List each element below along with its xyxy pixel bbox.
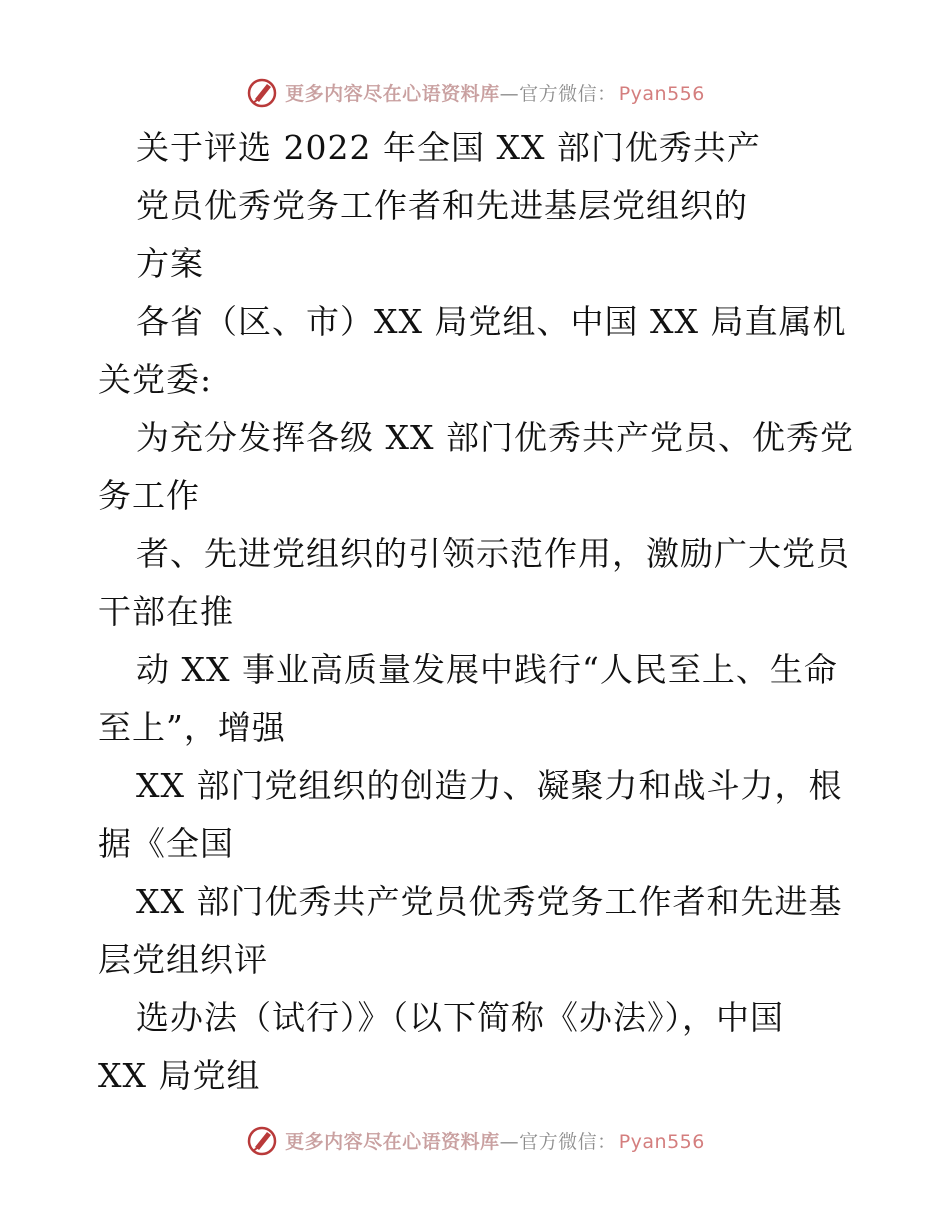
body-line: 据《全国 [98, 824, 234, 863]
body-line: 为充分发挥各级 XX 部门优秀共产党员、优秀党 [136, 418, 854, 457]
watermark-text [285, 1127, 705, 1154]
watermark-site-text: 更多内容尽在心语资料库 [285, 1130, 500, 1153]
body-line: 层党组织评 [98, 940, 268, 979]
logo-icon [245, 1123, 279, 1157]
body-line: 至上”，增强 [98, 708, 286, 747]
body-line: 务工作 [98, 476, 200, 515]
body-line: XX 部门党组织的创造力、凝聚力和战斗力，根 [136, 766, 843, 805]
addressee-line-1: 各省（区、市）XX 局党组、中国 XX 局直属机 [136, 302, 847, 341]
document-title-line-3: 方案 [136, 244, 204, 283]
watermark-dash: — [499, 82, 520, 105]
body-line: XX 局党组 [98, 1056, 261, 1095]
body-line: 者、先进党组织的引领示范作用，激励广大党员 [136, 534, 850, 573]
watermark-wechat-id: Pyan556 [618, 1130, 705, 1153]
watermark-text [285, 79, 705, 106]
watermark-wechat-id: Pyan556 [618, 82, 705, 105]
body-line: 干部在推 [98, 592, 234, 631]
body-line: 选办法（试行）》（以下简称《办法》），中国 [136, 998, 784, 1037]
watermark-official-text: 官方微信： [519, 82, 617, 105]
document-title-line-1: 关于评选 2022 年全国 XX 部门优秀共产 [136, 128, 761, 167]
watermark-official-text: 官方微信： [519, 1130, 617, 1153]
logo-icon [245, 75, 279, 109]
body-line: 动 XX 事业高质量发展中践行“人民至上、生命 [136, 650, 838, 689]
watermark-banner-top [0, 72, 950, 112]
watermark-site-text: 更多内容尽在心语资料库 [285, 82, 500, 105]
watermark-banner-bottom [0, 1120, 950, 1160]
body-line: XX 部门优秀共产党员优秀党务工作者和先进基 [136, 882, 843, 921]
document-title-line-2: 党员优秀党务工作者和先进基层党组织的 [136, 186, 748, 225]
addressee-line-2: 关党委: [98, 360, 213, 399]
watermark-dash: — [499, 1130, 520, 1153]
